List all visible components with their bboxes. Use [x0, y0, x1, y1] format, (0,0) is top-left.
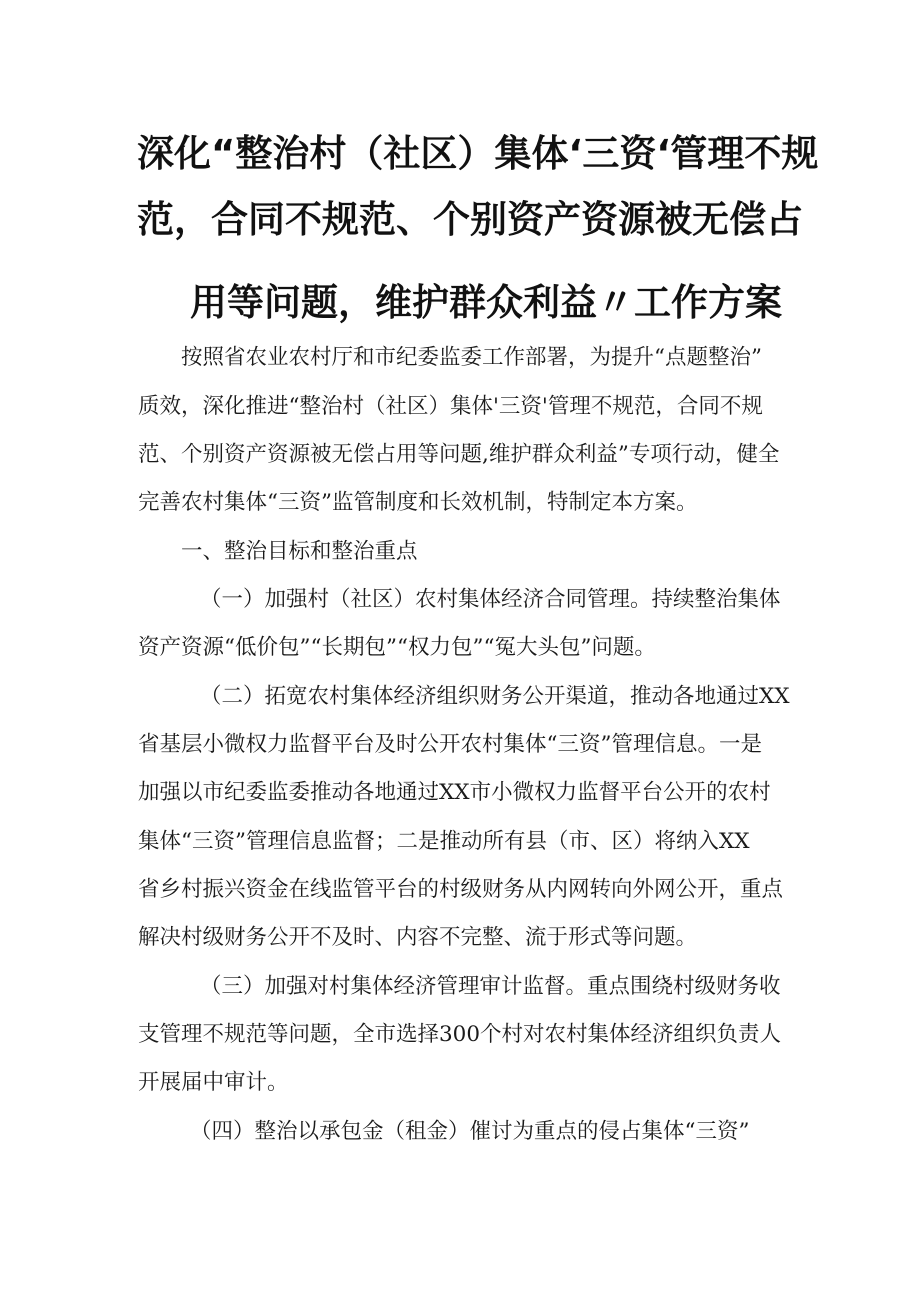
- paragraph-intro-line-4: 完善农村集体“三资”监管制度和长效机制，特制定本方案。: [138, 490, 698, 515]
- item-1-line-2: 资产资源“低价包”“长期包”“权力包”“冤大头包”问题。: [138, 635, 656, 660]
- paragraph-intro-line-3: 范、个别资产资源被无偿占用等问题,维护群众利益”专项行动，健全: [138, 442, 780, 467]
- document-title-line-2: 范，合同不规范、个别资产资源被无偿占: [137, 198, 803, 241]
- item-2-line-3: 加强以市纪委监委推动各地通过XX市小微权力监督平台公开的农村: [138, 780, 771, 805]
- item-3-line-3: 开展届中审计。: [138, 1070, 289, 1095]
- item-2-line-1: （二）拓宽农村集体经济组织财务公开渠道，推动各地通过XX: [200, 684, 790, 709]
- paragraph-intro-line-2: 质效，深化推进“整治村（社区）集体'三资'管理不规范，合同不规: [138, 394, 763, 419]
- item-3-line-2: 支管理不规范等问题，全市选择300个村对农村集体经济组织负责人: [138, 1022, 782, 1047]
- item-2-line-6: 解决村级财务公开不及时、内容不完整、流于形式等问题。: [138, 925, 698, 950]
- item-3-line-1: （三）加强对村集体经济管理审计监督。重点围绕村级财务收: [200, 974, 781, 999]
- item-2-line-2: 省基层小微权力监督平台及时公开农村集体“三资”管理信息。一是: [138, 732, 762, 757]
- document-title-line-1: 深化“整治村（社区）集体‘三资‘管理不规: [137, 132, 819, 175]
- section-heading-1: 一、整治目标和整治重点: [181, 539, 418, 564]
- document-title-line-3: 用等问题，维护群众利益〃工作方案: [190, 281, 782, 324]
- item-4-line-1: （四）整治以承包金（租金）催讨为重点的侵占集体“三资”: [190, 1119, 750, 1144]
- item-2-line-4: 集体“三资”管理信息监督；二是推动所有县（市、区）将纳入XX: [138, 829, 750, 854]
- paragraph-intro-line-1: 按照省农业农村厅和市纪委监委工作部署，为提升“点题整治”: [181, 345, 762, 370]
- item-1-line-1: （一）加强村（社区）农村集体经济合同管理。持续整治集体: [200, 587, 781, 612]
- item-2-line-5: 省乡村振兴资金在线监管平台的村级财务从内网转向外网公开，重点: [138, 877, 784, 902]
